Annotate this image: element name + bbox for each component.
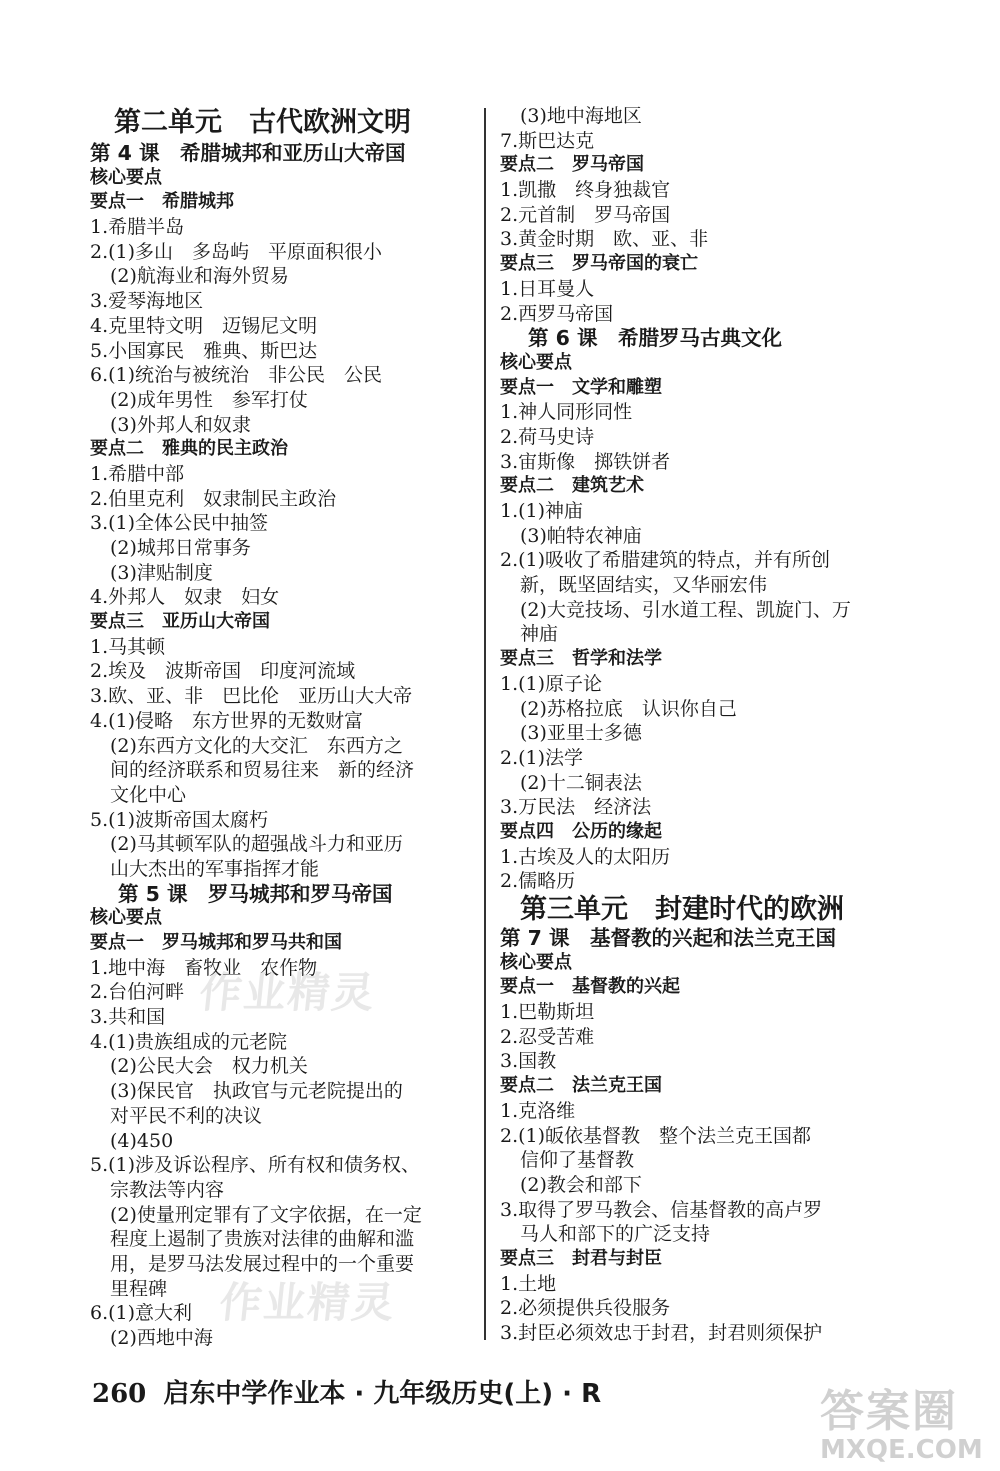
site-logo (820, 1375, 990, 1465)
section-heading: 要点三 哲学和法学 (500, 648, 662, 670)
answer-line: 用，是罗马法发展过程中的一个重要 (110, 1252, 415, 1275)
section-heading: 要点一 希腊城邦 (90, 191, 234, 213)
answer-line: 2.西罗马帝国 (500, 302, 614, 325)
answer-line: 4.(1)侵略 东方世界的无数财富 (90, 709, 364, 732)
logo-domain: MXQE.COM (820, 1435, 983, 1465)
answer-line: (2)马其顿军队的超强战斗力和亚历 (110, 833, 403, 856)
section-heading: 核心要点 (500, 351, 572, 373)
section-heading: 核心要点 (500, 951, 572, 973)
answer-line: 3.取得了罗马教会、信基督教的高卢罗 (500, 1198, 823, 1221)
section-heading: 核心要点 (90, 166, 162, 188)
section-heading: 要点一 文学和雕塑 (500, 376, 662, 398)
answer-line: 2.元首制 罗马帝国 (500, 203, 671, 226)
answer-line: 新，既坚固结实，又华丽宏伟 (520, 574, 768, 597)
answer-line: 宗教法等内容 (110, 1178, 225, 1201)
section-heading: 要点二 建筑艺术 (500, 475, 644, 497)
answer-line: 3.爱琴海地区 (90, 290, 204, 313)
answer-line: (2)使量刑定罪有了文字依据，在一定 (110, 1203, 422, 1226)
answer-line: 山大杰出的军事指挥才能 (110, 857, 320, 880)
answer-line: 1.(1)原子论 (500, 672, 603, 695)
answer-line: 3.国教 (500, 1050, 557, 1073)
answer-line: 4.(1)贵族组成的元老院 (90, 1030, 288, 1053)
answer-line: 2.伯里克利 奴隶制民主政治 (90, 487, 337, 510)
answer-line: 6.(1)意大利 (90, 1302, 193, 1325)
answer-line: 3.宙斯像 掷铁饼者 (500, 450, 671, 473)
answer-line: 7.斯巴达克 (500, 129, 595, 152)
answer-line: 1.凯撒 终身独裁官 (500, 179, 671, 202)
answer-line: 5.(1)涉及诉讼程序、所有权和债务权、 (90, 1154, 421, 1177)
answer-line: (3)地中海地区 (520, 105, 642, 127)
lesson-heading: 第 7 课 基督教的兴起和法兰克王国 (500, 926, 837, 950)
lesson-heading: 第 4 课 希腊城邦和亚历山大帝国 (90, 141, 406, 165)
unit-heading: 第三单元 封建时代的欧洲 (520, 894, 844, 925)
answer-line: (2)公民大会 权力机关 (110, 1055, 308, 1078)
answer-line: (4)450 (110, 1129, 174, 1152)
answer-line: 3.欧、亚、非 巴比伦 亚历山大大帝 (90, 685, 413, 708)
answer-line: (2)十二铜表法 (520, 771, 642, 794)
answer-line: 1.希腊中部 (90, 462, 185, 485)
answer-line: 信仰了基督教 (520, 1149, 635, 1172)
logo-text: 答案圈 (820, 1386, 958, 1437)
answer-line: 间的经济联系和贸易往来 新的经济 (110, 759, 415, 782)
section-heading: 要点二 罗马帝国 (500, 154, 644, 176)
answer-line: 4.外邦人 奴隶 妇女 (90, 586, 280, 609)
lesson-heading: 第 5 课 罗马城邦和罗马帝国 (118, 881, 393, 906)
watermark-text: 作业精灵 (217, 1278, 399, 1327)
answer-line: 1.巴勒斯坦 (500, 1001, 595, 1024)
section-heading: 核心要点 (90, 907, 162, 929)
answer-line: 3.万民法 经济法 (500, 796, 652, 819)
answer-line: 5.小国寡民 雅典、斯巴达 (90, 339, 318, 362)
book-title: 启东中学作业本 · 九年级历史(上) · R (163, 1379, 602, 1409)
answer-line: 1.克洛维 (500, 1099, 576, 1122)
answer-line: 1.日耳曼人 (500, 277, 595, 300)
answer-line: (3)帕特农神庙 (520, 524, 642, 547)
watermark-text: 作业精灵 (197, 968, 379, 1017)
answer-line: 3.(1)全体公民中抽签 (90, 512, 269, 535)
answer-line: 2.(1)法学 (500, 746, 584, 769)
answer-line: 1.神人同形同性 (500, 401, 633, 424)
section-heading: 要点四 公历的缘起 (500, 820, 662, 842)
answer-line: 3.黄金时期 欧、亚、非 (500, 228, 709, 251)
left-column (90, 104, 472, 1351)
answer-line: (3)外邦人和奴隶 (110, 413, 251, 436)
answer-line: 1.(1)神庙 (500, 500, 584, 522)
section-heading: 要点三 罗马帝国的衰亡 (500, 253, 698, 275)
answer-line: 3.封臣必须效忠于封君，封君则须保护 (500, 1322, 823, 1344)
answer-line: 1.希腊半岛 (90, 216, 185, 239)
answer-line: 2.台伯河畔 (90, 981, 185, 1004)
unit-heading: 第二单元 古代欧洲文明 (114, 107, 411, 138)
answer-line: 2.(1)吸收了希腊建筑的特点，并有所创 (500, 549, 831, 572)
answer-line: 2.荷马史诗 (500, 425, 595, 448)
answer-line: 文化中心 (110, 783, 187, 806)
section-heading: 要点一 罗马城邦和罗马共和国 (90, 932, 342, 953)
answer-line: (2)航海业和海外贸易 (110, 265, 289, 288)
column-divider (484, 108, 486, 1340)
section-heading: 要点一 基督教的兴起 (500, 976, 680, 998)
answer-line: 神庙 (520, 623, 559, 646)
section-heading: 要点二 法兰克王国 (500, 1075, 662, 1097)
answer-line: 4.克里特文明 迈锡尼文明 (90, 314, 318, 337)
answer-line: (2)大竞技场、引水道工程、凯旋门、万 (520, 598, 851, 621)
answer-line: 2.必须提供兵役服务 (500, 1297, 671, 1320)
answer-line: 2.忍受苦难 (500, 1025, 595, 1048)
answer-line: 5.(1)波斯帝国太腐朽 (90, 808, 269, 831)
answer-line: (3)亚里士多德 (520, 722, 642, 745)
answer-line: 2.(1)多山 多岛屿 平原面积很小 (90, 240, 383, 263)
answer-line: 里程碑 (110, 1277, 168, 1300)
answer-line: 2.埃及 波斯帝国 印度河流域 (90, 660, 356, 683)
answer-line: 1.地中海 畜牧业 农作物 (90, 956, 318, 979)
section-heading: 要点二 雅典的民主政治 (90, 438, 288, 460)
answer-line: (2)西地中海 (110, 1327, 213, 1349)
answer-line: 2.(1)皈依基督教 整个法兰克王国都 (500, 1124, 812, 1147)
right-column (500, 104, 900, 1346)
answer-line: (3)保民官 执政官与元老院提出的 (110, 1080, 403, 1103)
answer-line: (2)城邦日常事务 (110, 537, 251, 559)
answer-line: (3)津贴制度 (110, 561, 213, 584)
answer-line: 6.(1)统治与被统治 非公民 公民 (90, 364, 383, 387)
answer-line: 2.儒略历 (500, 870, 576, 893)
answer-line: (2)苏格拉底 认识你自己 (520, 697, 737, 720)
answer-line: (2)东西方文化的大交汇 东西方之 (110, 734, 403, 757)
lesson-heading: 第 6 课 希腊罗马古典文化 (528, 326, 783, 351)
answer-line: 程度上遏制了贵族对法律的曲解和滥 (110, 1228, 415, 1251)
section-heading: 要点三 封君与封臣 (500, 1247, 662, 1269)
answer-line: 1.马其顿 (90, 635, 166, 658)
answer-line: 1.土地 (500, 1272, 557, 1295)
answer-line: 对平民不利的决议 (110, 1104, 263, 1127)
page-footer (92, 1373, 601, 1410)
answer-line: (2)成年男性 参军打仗 (110, 388, 308, 411)
answer-line: 1.古埃及人的太阳历 (500, 845, 671, 868)
page-number: 260 (92, 1379, 147, 1409)
answer-line: (2)教会和部下 (520, 1173, 642, 1196)
section-heading: 要点三 亚历山大帝国 (90, 611, 270, 633)
answer-line: 马人和部下的广泛支持 (520, 1223, 711, 1246)
answer-line: 3.共和国 (90, 1006, 166, 1029)
